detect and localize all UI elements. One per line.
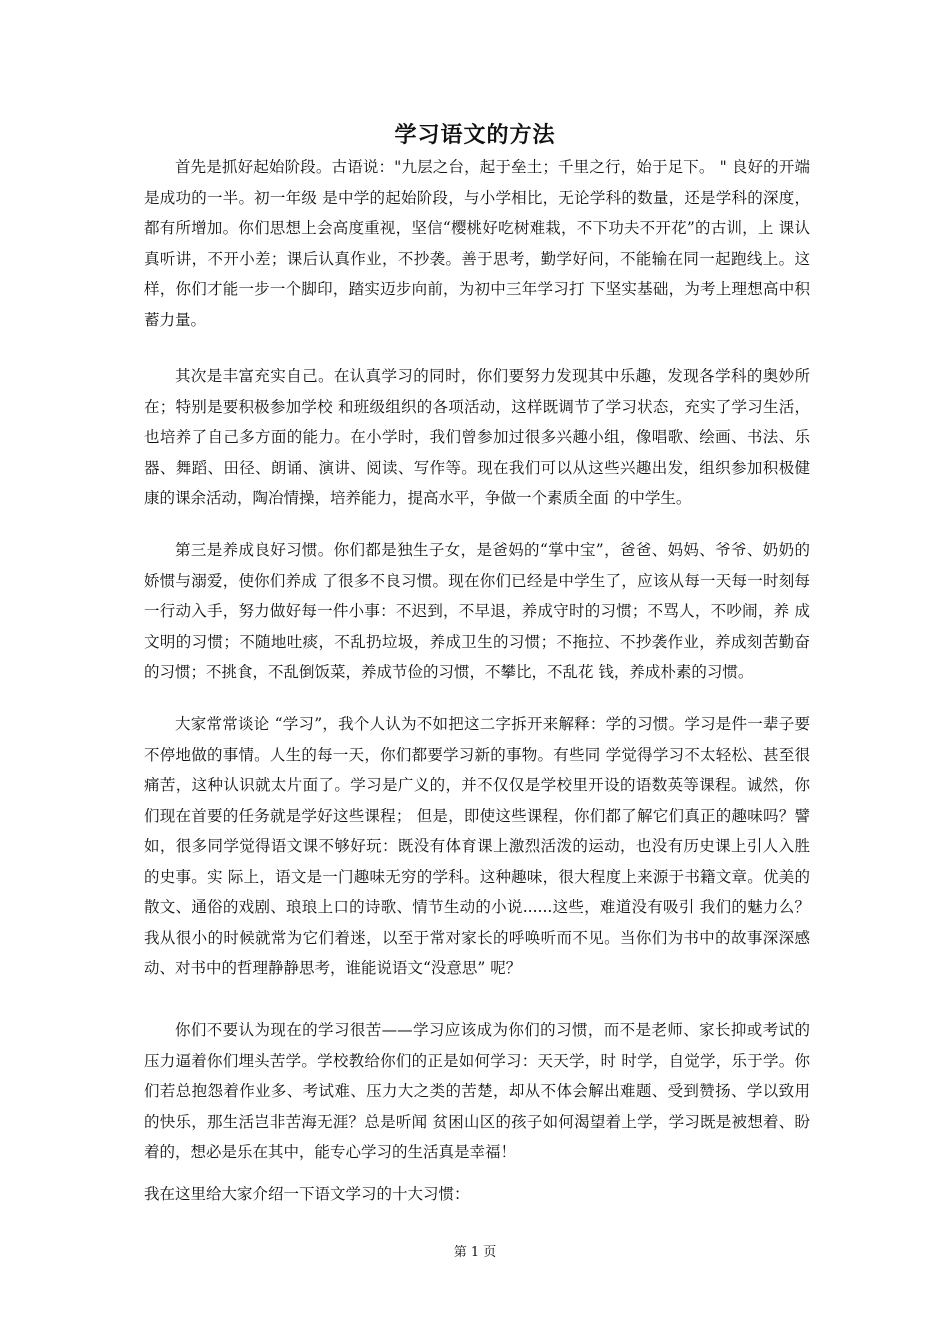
paragraph-start-well: 首先是抓好起始阶段。古语说："九层之台，起于垒土；千里之行，始于足下。 " 良好的开端是成功的一半。初一年级 是中学的起始阶段，与小学相比，无论学科的数量，还是学科的深度，都有所增加。你们思想上会高度重视，坚信“樱桃好吃树难栽，不下功夫不开花”的古训，上 课认真听讲，不开小差；课后认真作业，不抄袭。善于思考，勤学好问，不能输在同一起跑线上。这样，你们才能一步一个脚印，踏实迈步向前，为初中三年学习打 下坚实基础，为考上理想高中积蓄力量。 bbox=[144, 158, 810, 329]
paragraph-ten-habits-intro: 我在这里给大家介绍一下语文学习的十大习惯： bbox=[144, 1185, 470, 1203]
document-title: 学习语文的方法 bbox=[394, 122, 556, 148]
paragraph-learning-habit: 你们不要认为现在的学习很苦——学习应该成为你们的习惯，而不是老师、家长抑或考试的压力逼着你们埋头苦学。学校教给你们的正是如何学习：天天学，时 时学，自觉学，乐于学。你们若总抱怨着作业多、考试难、压力大之类的苦楚，却从不体会解出难题、受到赞扬、学以致用的快乐，那生活岂非苦海无涯？总是听闻 贫困山区的孩子如何渴望着上学，学习既是被想着、盼着的，想必是乐在其中，能专心学习的生活真是幸福！ bbox=[144, 1021, 810, 1161]
paragraph-enrich-yourself: 其次是丰富充实自己。在认真学习的同时，你们要努力发现其中乐趣，发现各学科的奥妙所在；特别是要积极参加学校 和班级组织的各项活动，这样既调节了学习状态，充实了学习生活，也培养了自己多方面的能力。在小学时，我们曾参加过很多兴趣小组，像唱歌、绘画、书法、乐 器、舞蹈、田径、朗诵、演讲、阅读、写作等。现在我们可以从这些兴趣出发，组织参加积极健康的课余活动，陶冶情操，培养能力，提高水平，争做一个素质全面 的中学生。 bbox=[144, 367, 810, 507]
page-number: 第 1 页 bbox=[453, 1245, 497, 1260]
paragraph-learning-meaning: 大家常常谈论 “学习”，我个人认为不如把这二字拆开来解释：学的习惯。学习是件一辈子要不停地做的事情。人生的每一天，你们都要学习新的事物。有些同 学觉得学习不太轻松、甚至很痛苦，这种认识就太片面了。学习是广义的，并不仅仅是学校里开设的语数英等课程。诚然，你们现在首要的任务就是学好这些课程； 但是，即使这些课程，你们都了解它们真正的趣味吗？譬如，很多同学觉得语文课不够好玩：既没有体育课上激烈活泼的运动，也没有历史课上引人入胜的史事。实 际上，语文是一门趣味无穷的学科。这种趣味，很大程度上来源于书籍文章。优美的散文、通俗的戏剧、琅琅上口的诗歌、情节生动的小说......这些，难道没有吸引 我们的魅力么？我从很小的时候就常为它们着迷，以至于常对家长的呼唤听而不见。当你们为书中的故事深深感动、对书中的哲理静静思考，谁能说语文“没意思” 呢？ bbox=[144, 715, 810, 977]
paragraph-good-habits: 第三是养成良好习惯。你们都是独生子女，是爸妈的“掌中宝”，爸爸、妈妈、爷爷、奶奶的娇惯与溺爱，使你们养成 了很多不良习惯。现在你们已经是中学生了，应该从每一天每一时刻每一行动入手，努力做好每一件小事：不迟到，不早退，养成守时的习惯；不骂人，不吵闹，养 成文明的习惯；不随地吐痰，不乱扔垃圾，养成卫生的习惯；不拖拉、不抄袭作业，养成刻苦勤奋的习惯；不挑食，不乱倒饭菜，养成节俭的习惯，不攀比，不乱花 钱，养成朴素的习惯。 bbox=[144, 541, 810, 681]
